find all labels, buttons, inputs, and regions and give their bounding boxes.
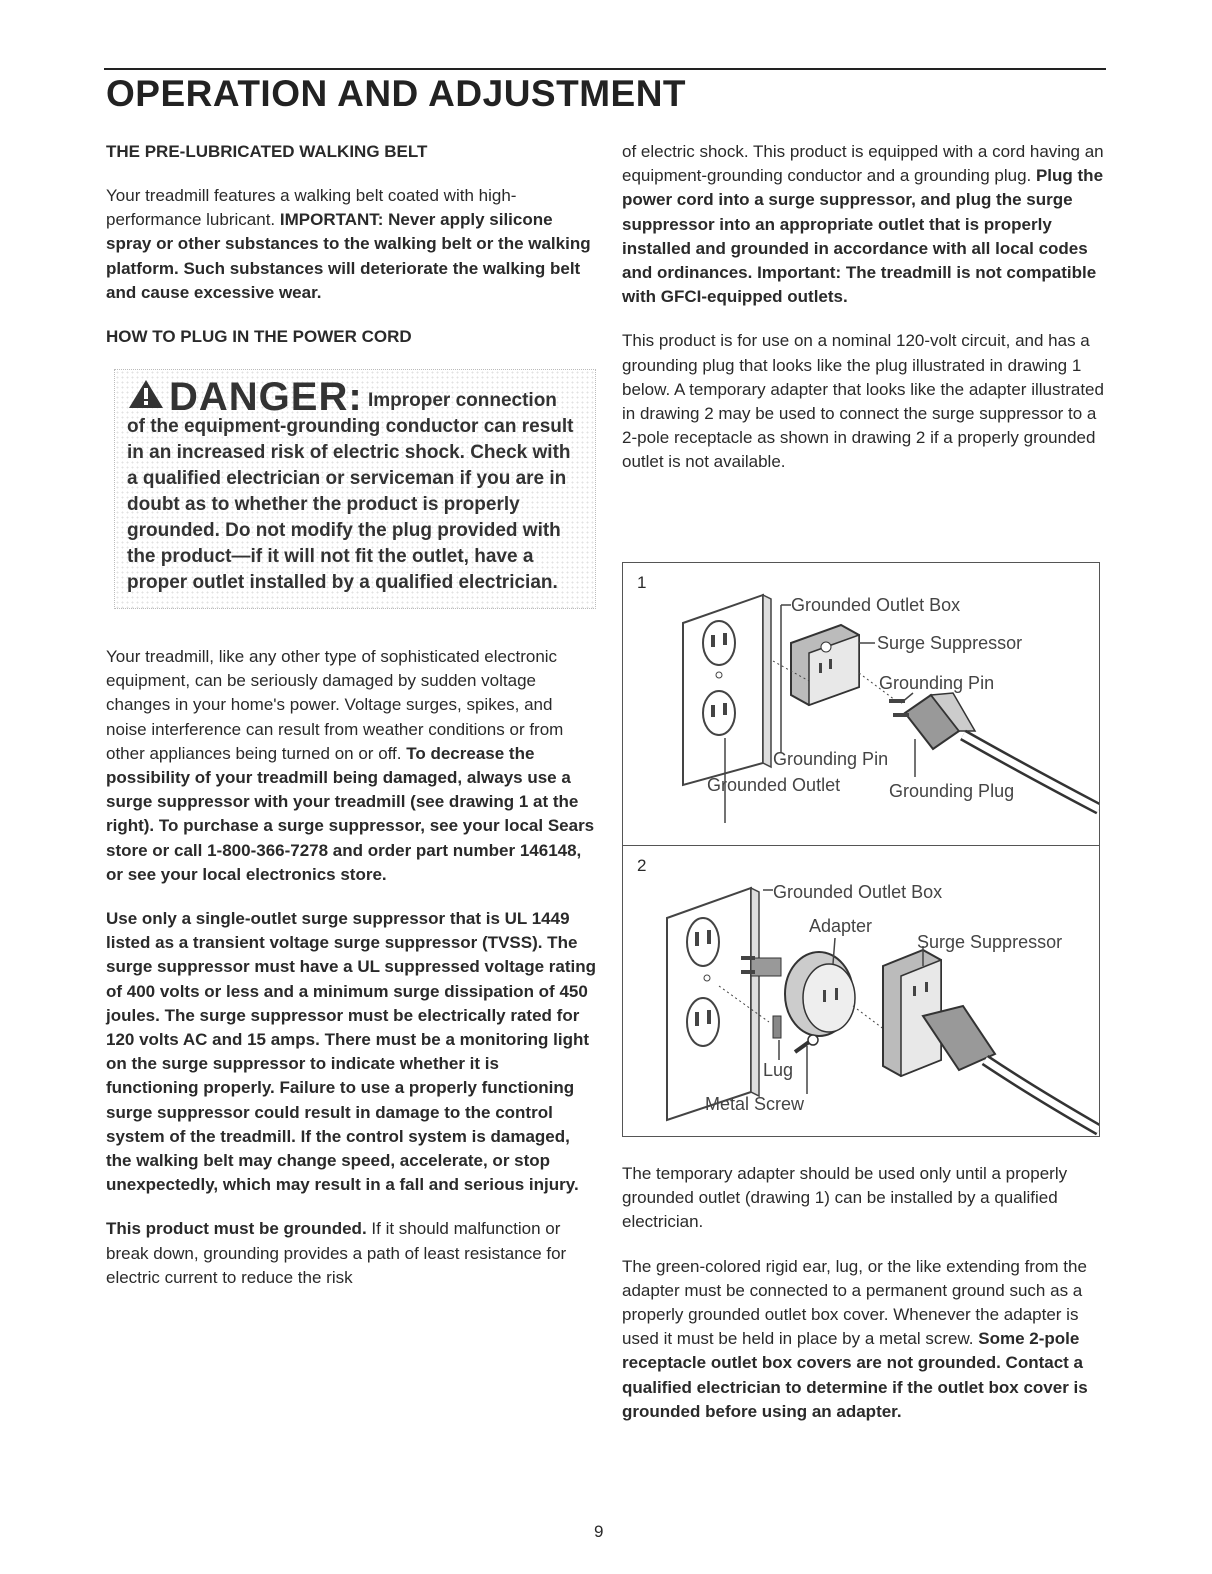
label-metal-screw: Metal Screw: [705, 1094, 805, 1114]
right-p4-text: The green-colored rigid ear, lug, or the like extending from the adapter must be connected to a permanent ground such as a properly grounded outlet box cover. Whenever the adapter is used it must be held in place by a metal screw.: [622, 1256, 1087, 1349]
cord-heading: HOW TO PLUG IN THE POWER CORD: [106, 327, 412, 347]
right-column-bottom: [622, 1162, 1106, 1444]
belt-important: IMPORTANT: Never apply silicone spray or other substances to the walking belt or the walking platform. Such substances will deteriorate the walking belt and cause excessive wear.: [106, 210, 591, 302]
drawing-1: [622, 562, 1100, 846]
drawing-1-number: 1: [637, 573, 647, 592]
drawing-2-number: 2: [637, 856, 647, 875]
page-number: 9: [594, 1522, 604, 1541]
right-p1-bold: Plug the power cord into a surge suppressor, and plug the surge suppressor into an appropriate outlet that is properly installed and grounded in accordance with all local codes and ordinances. Important: The treadmill is not compatible with GFCI-equipped outlets.: [622, 166, 1104, 307]
page-title: OPERATION AND ADJUSTMENT: [106, 73, 687, 114]
right-paragraph-3: The temporary adapter should be used only until a properly grounded outlet (drawing 1) can be installed by a qualified electrician.: [622, 1164, 1068, 1232]
surge-bold: To decrease the possibility of your treadmill being damaged, always use a surge suppressor with your treadmill (see drawing 1 at the right). To purchase a surge suppressor, see your local Sears store or call 1-800-366-7278 and order part number 146148, or see your local electronics store.: [106, 743, 595, 884]
label-surge-suppressor-2: Surge Suppressor: [917, 932, 1063, 952]
label-surge-suppressor-1: Surge Suppressor: [877, 633, 1023, 653]
surge-paragraph: [106, 645, 596, 887]
belt-heading: THE PRE-LUBRICATED WALKING BELT: [106, 142, 428, 161]
label-grounded-outlet-box-1: Grounded Outlet Box: [791, 595, 961, 615]
right-p1-text: of electric shock. This product is equipped with a cord having an equipment-grounding conductor and a grounding plug.: [622, 142, 1104, 186]
right-paragraph-1: [622, 140, 1106, 309]
belt-text: Your treadmill features a walking belt coated with high-performance lubricant.: [106, 186, 517, 230]
right-column-top: [622, 140, 1106, 495]
label-grounded-outlet-box-2: Grounded Outlet Box: [773, 882, 943, 902]
grounding-text: If it should malfunction or break down, grounding provides a path of least resistance for electric current to reduce the risk: [106, 1219, 567, 1287]
grounding-paragraph: [106, 1217, 596, 1290]
left-column: [106, 140, 596, 1310]
label-adapter: Adapter: [809, 916, 873, 936]
danger-box: [114, 369, 596, 609]
suppressor-requirements: [106, 907, 596, 1197]
suppressor-bold: Use only a single-outlet surge suppressor that is UL 1449 listed as a transient voltage surge suppressor (TVSS). The surge suppressor must have a UL suppressed voltage rating of 400 volts or less and a minimum surge dissipation of 450 joules. The surge suppressor must be electrically rated for 120 volts AC and 15 amps. There must be a monitoring light on the surge suppressor to indicate whether it is functioning properly. Failure to use a properly functioning surge suppressor could result in damage to the control system of the treadmill. If the control system is damaged, the walking belt may change speed, accelerate, or stop unexpectedly, which may result in a fall and serious injury.: [106, 909, 597, 1195]
danger-word: DANGER:: [169, 375, 363, 420]
danger-text: of the equipment-grounding conductor can result in an increased risk of electric shock. Check with a qualified electrician or serviceman if you are in doubt as to whether the product is properly grounded. Do not modify the plug provided with the product—if it will not fit the outlet, have a proper outlet installed by a qualified electrician.: [127, 416, 574, 594]
danger-lead: Improper connection: [367, 390, 557, 412]
label-grounding-pin-bottom: Grounding Pin: [773, 749, 889, 769]
label-grounded-outlet: Grounded Outlet: [707, 775, 841, 795]
label-lug: Lug: [763, 1060, 794, 1080]
warning-triangle-icon: [127, 378, 165, 410]
label-grounding-pin-top: Grounding Pin: [879, 673, 995, 693]
label-grounding-plug: Grounding Plug: [889, 781, 1015, 801]
grounding-bold: This product must be grounded.: [106, 1219, 367, 1239]
right-paragraph-4: [622, 1255, 1106, 1424]
right-p4-bold: Some 2-pole receptacle outlet box covers are not grounded. Contact a qualified electrician to determine if the outlet box cover is grounded before using an adapter.: [622, 1329, 1088, 1421]
belt-paragraph: [106, 184, 596, 305]
right-paragraph-2: This product is for use on a nominal 120-volt circuit, and has a grounding plug that looks like the plug illustrated in drawing 1 below. A temporary adapter that looks like the adapter illustrated in drawing 2 may be used to connect the surge suppressor to a 2-pole receptacle as shown in drawing 2 if a properly grounded outlet is not available.: [622, 331, 1104, 472]
drawing-2: [622, 845, 1100, 1137]
header-rule: [104, 68, 1106, 70]
surge-text: Your treadmill, like any other type of sophisticated electronic equipment, can be seriously damaged by sudden voltage changes in your home's power. Voltage surges, spikes, and noise interference can result from weather conditions or from other appliances being turned on or off.: [106, 647, 564, 763]
